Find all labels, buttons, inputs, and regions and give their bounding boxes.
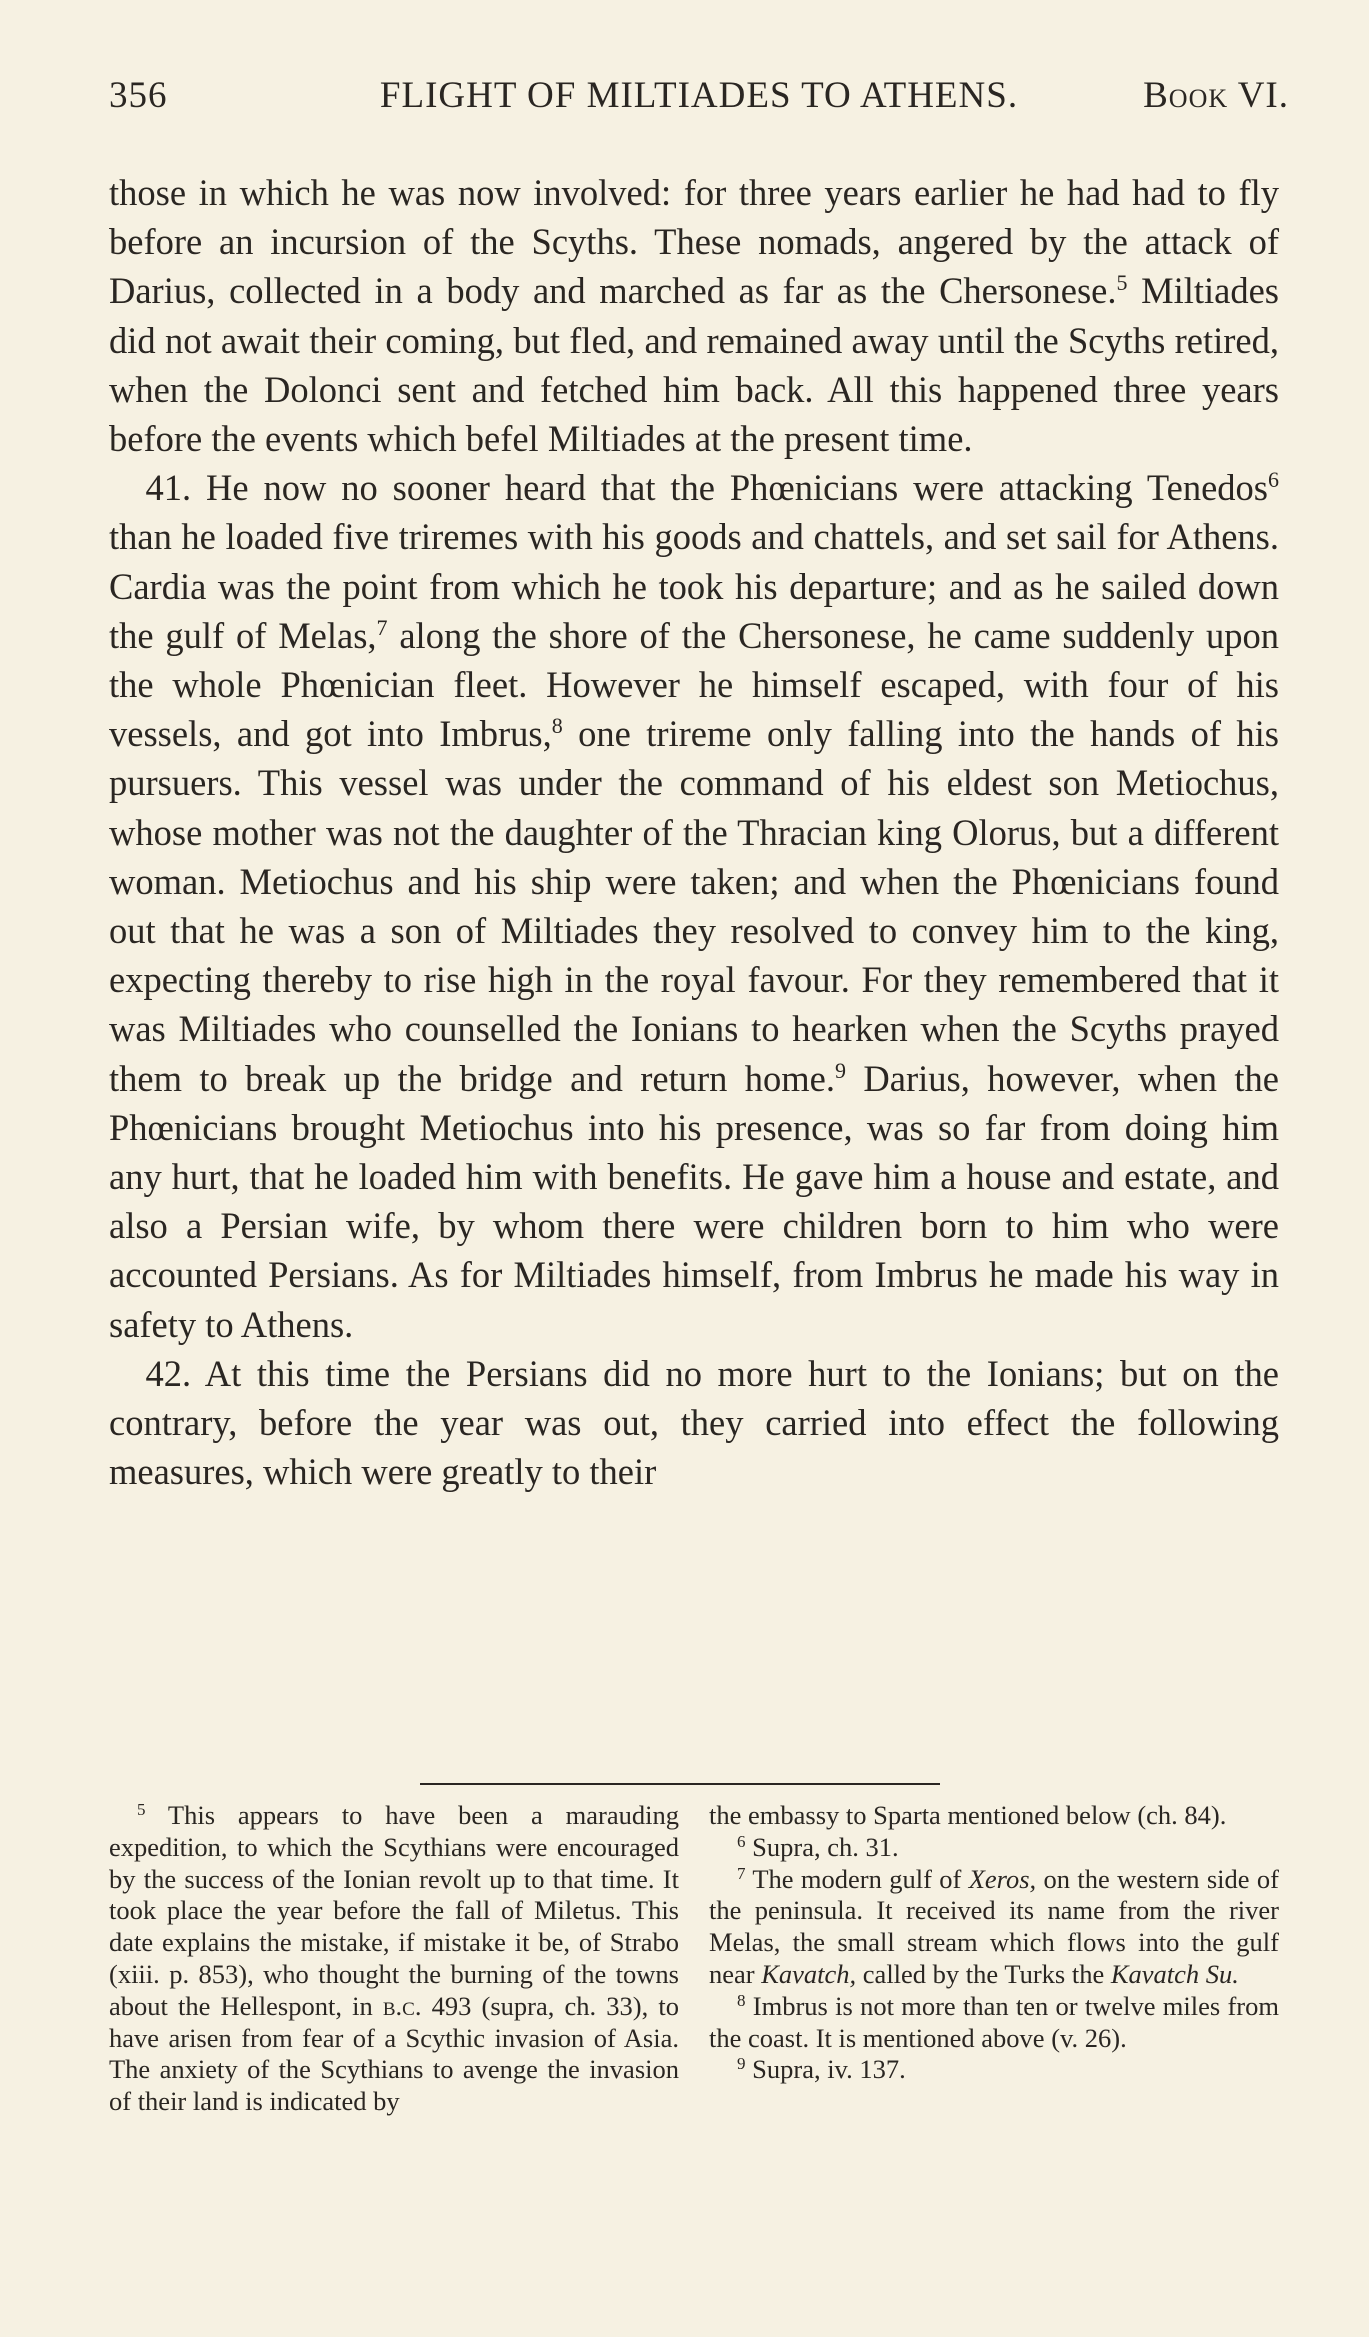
footnote-ref-5: 5	[1116, 270, 1128, 296]
footnote-ref-9: 9	[835, 1057, 846, 1083]
book-label: Book VI.	[1143, 75, 1289, 116]
footnote-9: $^9$ Supra, iv. 137.	[737, 2054, 906, 2085]
paragraph-40-end: those in which he was now involved: for three years earlier he had had to fly before an incursion of the Scyths. These nomads, angered by the attack of Darius, collected in a body and marched as far as the Chersonese.$^5$ Miltiades did not await their coming, but fled, and remained away until the Scyths retired, when the Dolonci sent and fetched him back. All this happened three years before the events which befel Miltiades at the present time.	[109, 172, 1280, 460]
paragraph-41: 41. He now no sooner heard that the Phœnicians were attacking Tenedos$^6$ than he loaded five triremes with his goods and chattels, and set sail for Athens. Cardia was the point from which he took his departure; and as he sailed down the gulf of Melas,$^7$ along the shore of the Chersonese, he came suddenly upon the whole Phœnician fleet. However he himself escaped, with four of his vessels, and got into Imbrus,$^8$ one trireme only falling into the hands of his pursuers. This vessel was under the command of his eldest son Metiochus, whose mother was not the daughter of the Thracian king Olorus, but a different woman. Metiochus and his ship were taken; and when the Phœnicians found out that he was a son of Miltiades they resolved to convey him to the king, expecting thereby to rise high in the royal favour. For they remembered that it was Miltiades who counselled the Ionians to hearken when the Scyths prayed them to break up the bridge and return home.$^9$ Darius, however, when the Phœnicians brought Metiochus into his presence, was so far from doing him any hurt, that he loaded him with benefits. He gave him a house and estate, and also a Persian wife, by whom there were children born to him who were accounted Persians. As for Miltiades himself, from Imbrus he made his way in safety to Athens.	[109, 467, 1279, 1345]
running-header	[109, 74, 1289, 124]
running-title: FLIGHT OF MILTIADES TO ATHENS.	[379, 75, 1019, 116]
main-text	[109, 168, 1279, 1496]
footnote-5-continued: the embassy to Sparta mentioned below (ch. 84).	[709, 1800, 1227, 1830]
footnote-6: $^6$ Supra, ch. 31.	[737, 1831, 899, 1862]
footnote-ref-8: 8	[551, 713, 563, 739]
footnote-column-left	[109, 1800, 679, 2118]
footnote-ref-6: 6	[1268, 467, 1279, 493]
footnote-7: $^7$ The modern gulf of Xeros, on the western side of the peninsula. It received its name from the river Melas, the small stream which flows into the gulf near Kavatch, called by the Turks the Kavatch Su.	[709, 1863, 1279, 1989]
paragraph-42: 42. At this time the Persians did no more hurt to the Ionians; but on the contrary, before the year was out, they carried into effect the following measures, which were greatly to their	[109, 1352, 1279, 1493]
footnote-ref-7: 7	[376, 614, 388, 640]
footnotes	[109, 1800, 1279, 2118]
footnote-column-right	[709, 1800, 1279, 2118]
footnote-divider	[420, 1783, 940, 1785]
footnote-8: $^8$ Imbrus is not more than ten or twelve miles from the coast. It is mentioned above (v. 26).	[709, 1990, 1279, 2053]
page-number: 356	[109, 75, 168, 116]
footnote-5: $^5$ This appears to have been a marauding expedition, to which the Scythians were encouraged by the success of the Ionian revolt up to that time. It took place the year before the fall of Miletus. This date explains the mistake, if mistake it be, of Strabo (xiii. p. 853), who thought the burning of the towns about the Hellespont, in b.c. 493 (supra, ch. 33), to have arisen from fear of a Scythic invasion of Asia. The anxiety of the Scythians to avenge the invasion of their land is indicated by	[109, 1800, 679, 2117]
